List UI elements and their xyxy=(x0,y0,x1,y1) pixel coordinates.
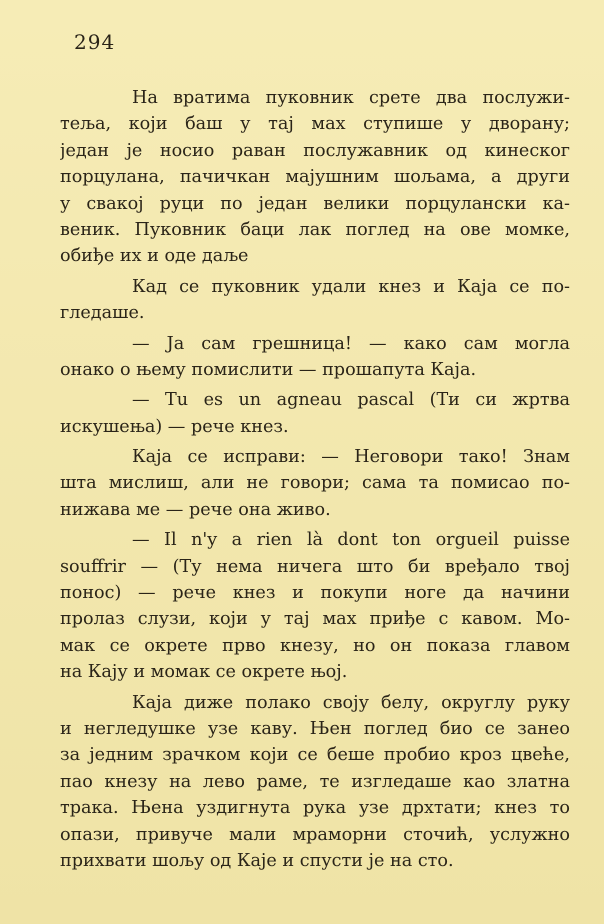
paragraph xyxy=(60,85,570,270)
text-line: онако о њему помислити — прошапута Каја. xyxy=(60,359,477,380)
text-line: гледаше. xyxy=(60,303,145,324)
text-line: пролаз слузи, који у тај мах приђе с кавом. Мо- xyxy=(60,609,570,630)
text-line: прихвати шољу од Каје и спусти је на сто. xyxy=(60,850,454,871)
text-line: мак се окрете прво кнезу, но он показа главом xyxy=(60,635,570,656)
paragraph xyxy=(60,274,570,327)
paragraph xyxy=(60,444,570,523)
text-line: souffrir — (Ту нема ничега што би вређало твој xyxy=(60,556,570,577)
paragraph xyxy=(60,331,570,384)
paragraph xyxy=(60,690,570,875)
text-line: нижава ме — рече она живо. xyxy=(60,499,331,520)
text-line: на Кају и момак се окрете њој. xyxy=(60,662,348,683)
text-line: Кад се пуковник удали кнез и Каја се по- xyxy=(132,276,570,297)
text-line: На вратима пуковник срете два послужи- xyxy=(132,88,570,108)
text-line: шта мислиш, али не говори; сама та помисао по- xyxy=(60,473,570,494)
text-line: теља, који баш у тај мах ступише у дворану; xyxy=(60,114,570,135)
text-line: Каја се исправи: — Неговори тако! Знам xyxy=(132,447,570,468)
text-line: Каја диже полако своју белу, округлу руку xyxy=(132,692,570,713)
text-line: обиђе их и оде даље xyxy=(60,246,249,267)
text-line: веник. Пуковник баци лак поглед на ове момке, xyxy=(60,219,570,240)
paragraph xyxy=(60,387,570,440)
text-line: и негледушке узе каву. Њен поглед био се занео xyxy=(60,718,570,739)
text-line: порцулана, пачичкан мајушним шољама, а други xyxy=(60,167,570,188)
page-number: 294 xyxy=(74,30,116,54)
text-line: пао кнезу на лево раме, те изгледаше као златна xyxy=(60,771,570,792)
text-line: опази, привуче мали мраморни сточић, услужно xyxy=(60,824,570,845)
text-line: у свакој руци по један велики порцулански ка- xyxy=(60,193,570,214)
text-line: понос) — рече кнез и покупи ноге да начини xyxy=(60,583,570,604)
body-text xyxy=(60,85,570,874)
text-line: — Il n'y a rien là dont ton orgueil puisse xyxy=(132,530,570,551)
text-line: трака. Њена уздигнута рука узе дрхтати; кнез то xyxy=(60,798,570,819)
text-line: искушења) — рече кнез. xyxy=(60,416,289,437)
paragraph xyxy=(60,527,570,685)
text-line: — Tu es un agneau pascal (Ти си жртва xyxy=(132,390,570,411)
text-line: један је носио раван послужавник од кинеског xyxy=(60,140,570,161)
text-line: — Ја сам грешница! — како сам могла xyxy=(132,333,570,354)
text-line: за једним зрачком који се беше пробио кроз цвеће, xyxy=(60,745,570,766)
